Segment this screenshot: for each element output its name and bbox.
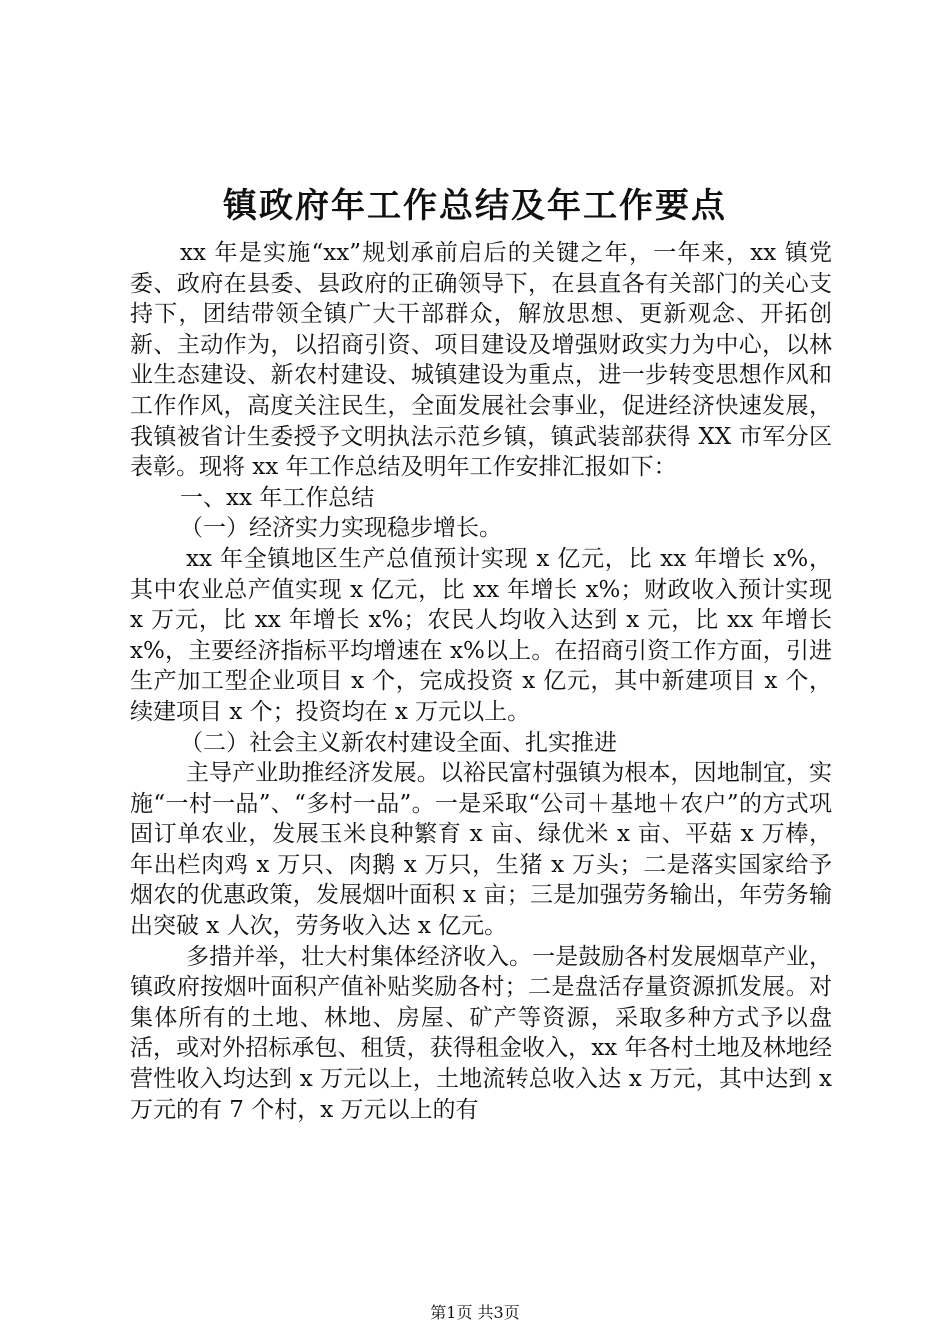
subsection-heading-2: （二）社会主义新农村建设全面、扎实推进 (180, 729, 617, 756)
paragraph-intro: xx 年是实施“xx”规划承前启后的关键之年，一年来，xx 镇党委、政府在县委、县政府的正确领导下，在县直各有关部门的关心支持下，团结带领全镇广大干部群众，解放思想、更新观念、开拓创新、主动作为，以招商引资、项目建设及增强财政实力为中心，以林业生态建设、新农村建设、城镇建设为重点，进一步转变思想作风和工作作风，高度关注民生，全面发展社会事业，促进经济快速发展，我镇被省计生委授予文明执法示范乡镇，镇武装部获得 XX 市军分区表彰。现将 xx 年工作总结及明年工作安排汇报如下： (130, 240, 832, 481)
document-title: 镇政府年工作总结及年工作要点 (223, 186, 727, 226)
page-footer: 第1页 共3页 (430, 1303, 520, 1322)
paragraph-collective-economy: 多措并举，壮大村集体经济收入。一是鼓励各村发展烟草产业，镇政府按烟叶面积产值补贴奖励各村；二是盘活存量资源抓发展。对集体所有的土地、林地、房屋、矿产等资源，采取多种方式予以盘活，或对外招标承包、租赁，获得租金收入，xx 年各村土地及林地经营性收入均达到 x 万元以上，土地流转总收入达 x 万元，其中达到 x 万元的有 7 个村，x 万元以上的有 (130, 943, 832, 1123)
document-body (130, 238, 832, 1125)
section-heading-1: 一、xx 年工作总结 (180, 484, 375, 511)
paragraph-industry: 主导产业助推经济发展。以裕民富村强镇为根本，因地制宜，实施“一村一品”、“多村一品”。一是采取“公司＋基地＋农户”的方式巩固订单农业，发展玉米良种繁育 x 亩、绿优米 x 亩、平菇 x 万棒，年出栏肉鸡 x 万只、肉鹅 x 万只，生猪 x 万头；二是落实国家给予烟农的优惠政策，发展烟叶面积 x 亩；三是加强劳务输出，年劳务输出突破 x 人次，劳务收入达 x 亿元。 (130, 760, 832, 940)
subsection-heading-1: （一）经济实力实现稳步增长。 (180, 515, 502, 542)
paragraph-economy: xx 年全镇地区生产总值预计实现 x 亿元，比 xx 年增长 x%，其中农业总产值实现 x 亿元，比 xx 年增长 x%；财政收入预计实现 x 万元，比 xx 年增长 x%；农民人均收入达到 x 元，比 xx 年增长 x%，主要经济指标平均增速在 x%以上。在招商引资工作方面，引进生产加工型企业项目 x 个，完成投资 x 亿元，其中新建项目 x 个，续建项目 x 个；投资均在 x 万元以上。 (130, 545, 832, 725)
